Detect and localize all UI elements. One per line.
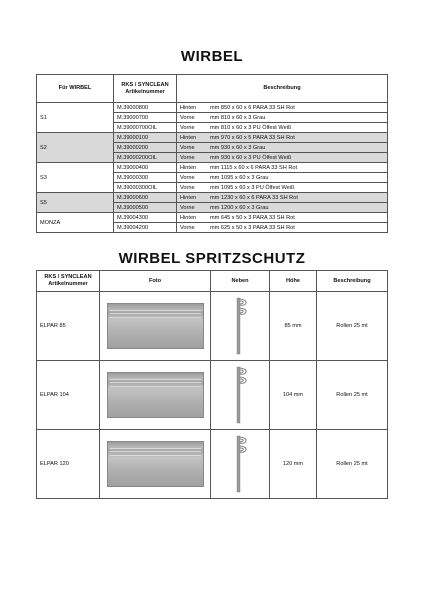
description-text: mm 810 x 60 x 3 Grau — [210, 114, 266, 121]
article-cell: M.39000100 — [114, 133, 177, 143]
table-row — [37, 361, 388, 430]
article-cell: M.39000400 — [114, 163, 177, 173]
description-cell — [177, 123, 388, 133]
header-foto: Foto — [100, 271, 211, 292]
description-cell — [177, 173, 388, 183]
header-article-line1: RKS / SYNCLEAN — [44, 274, 92, 280]
photo-ridge — [110, 448, 201, 449]
wirbel-table-header — [37, 75, 388, 103]
spritzschutz-table-body — [37, 292, 388, 499]
article-cell: M.39000200OIL — [114, 153, 177, 163]
header-article — [114, 75, 177, 103]
header-hoehe: Höhe — [270, 271, 317, 292]
article-cell: M.39000600 — [114, 193, 177, 203]
header-article — [37, 271, 100, 292]
article-cell: M.39000300OIL — [114, 183, 177, 193]
position-label: Hinten — [180, 194, 197, 201]
article-cell: M.39000800 — [114, 103, 177, 113]
header-description: Beschreibung — [317, 271, 388, 292]
model-cell: MONZA — [37, 213, 114, 233]
article-cell: M.39000200 — [114, 143, 177, 153]
foto-cell — [100, 430, 211, 499]
description-cell — [177, 113, 388, 123]
description-text: mm 1095 x 60 x 3 PU Ölfest Weiß — [210, 184, 295, 191]
photo-ridge — [110, 382, 201, 383]
table-row — [37, 430, 388, 499]
article-cell: M.39004300 — [114, 213, 177, 223]
article-cell: M.39004200 — [114, 223, 177, 233]
article-cell: M.39000300 — [114, 173, 177, 183]
position-label: Vorne — [180, 174, 195, 181]
spritzschutz-table — [36, 270, 388, 499]
description-cell — [177, 193, 388, 203]
position-label: Vorne — [180, 124, 195, 131]
description-text: mm 1115 x 60 x 6 PARA 33 SH Rot — [210, 164, 298, 171]
photo-ridge — [110, 310, 201, 311]
description-text: mm 1230 x 60 x 6 PARA 33 SH Rot — [210, 194, 298, 201]
spritzschutz-table-header — [37, 271, 388, 292]
position-label: Vorne — [180, 154, 195, 161]
neben-cell — [211, 361, 270, 430]
photo-ridge — [110, 451, 201, 452]
article-cell: M.39000700OIL — [114, 123, 177, 133]
article-cell: M.39000700 — [114, 113, 177, 123]
article-cell: M.39000500 — [114, 203, 177, 213]
model-cell: S3 — [37, 163, 114, 193]
position-label: Vorne — [180, 114, 195, 121]
foto-cell — [100, 361, 211, 430]
position-label: Vorne — [180, 224, 195, 231]
table-row — [37, 133, 388, 143]
table-row — [37, 213, 388, 223]
description-text: mm 810 x 60 x 3 PU Ölfest Weiß — [210, 124, 292, 131]
header-description: Beschreibung — [177, 75, 388, 103]
description-text: mm 1200 x 60 x 3 Grau — [210, 204, 269, 211]
foto-cell — [100, 292, 211, 361]
profile-drawing — [228, 296, 252, 356]
profile-drawing — [228, 434, 252, 494]
description-text: mm 625 x 50 x 3 PARA 33 SH Rot — [210, 224, 295, 231]
description-text: mm 930 x 60 x 3 PU Ölfest Weiß — [210, 154, 292, 161]
product-photo — [107, 372, 204, 418]
description-text: mm 930 x 60 x 3 Grau — [210, 144, 266, 151]
description-cell — [177, 183, 388, 193]
table-row — [37, 193, 388, 203]
photo-ridge — [110, 386, 201, 387]
header-article-line2: Artikelnummer — [125, 88, 165, 95]
hoehe-cell: 85 mm — [270, 292, 317, 361]
wirbel-table — [36, 74, 388, 233]
description-text: mm 645 x 50 x 3 PARA 33 SH Rot — [210, 214, 295, 221]
table-row — [37, 103, 388, 113]
description-cell — [177, 133, 388, 143]
position-label: Hinten — [180, 214, 197, 221]
article-cell: ELPAR 104 — [37, 361, 100, 430]
photo-ridge — [110, 379, 201, 380]
wirbel-title: WIRBEL — [180, 48, 244, 65]
position-label: Vorne — [180, 144, 195, 151]
table-row — [37, 292, 388, 361]
description-text: mm 850 x 60 x 6 PARA 33 SH Rot — [210, 104, 295, 111]
description-cell — [177, 153, 388, 163]
neben-cell — [211, 430, 270, 499]
header-article-line2: Artikelnummer — [48, 281, 88, 287]
photo-ridge — [110, 455, 201, 456]
wirbel-table-body — [37, 103, 388, 233]
description-cell — [177, 143, 388, 153]
neben-cell — [211, 292, 270, 361]
description-cell — [177, 213, 388, 223]
photo-ridge — [110, 313, 201, 314]
description-cell — [177, 223, 388, 233]
hoehe-cell: 104 mm — [270, 361, 317, 430]
description-cell: Rollen 25 mt — [317, 430, 388, 499]
photo-ridge — [110, 317, 201, 318]
description-cell — [177, 163, 388, 173]
hoehe-cell: 120 mm — [270, 430, 317, 499]
description-text: mm 970 x 60 x 5 PARA 33 SH Rot — [210, 134, 295, 141]
description-cell — [177, 203, 388, 213]
product-photo — [107, 441, 204, 487]
model-cell: S5 — [37, 193, 114, 213]
position-label: Hinten — [180, 134, 197, 141]
position-label: Hinten — [180, 104, 197, 111]
position-label: Vorne — [180, 204, 195, 211]
description-cell — [177, 103, 388, 113]
article-cell: ELPAR 120 — [37, 430, 100, 499]
header-article-line1: RKS / SYNCLEAN — [121, 81, 169, 88]
header-model: Für WIRBEL — [37, 75, 114, 103]
article-cell: ELPAR 85 — [37, 292, 100, 361]
profile-drawing — [228, 365, 252, 425]
description-text: mm 1095 x 60 x 3 Grau — [210, 174, 269, 181]
position-label: Vorne — [180, 184, 195, 191]
model-cell: S2 — [37, 133, 114, 163]
product-photo — [107, 303, 204, 349]
model-cell: S1 — [37, 103, 114, 133]
description-cell: Rollen 25 mt — [317, 292, 388, 361]
header-neben: Neben — [211, 271, 270, 292]
description-cell: Rollen 25 mt — [317, 361, 388, 430]
position-label: Hinten — [180, 164, 197, 171]
spritzschutz-title: WIRBEL SPRITZSCHUTZ — [118, 250, 306, 267]
table-row — [37, 163, 388, 173]
